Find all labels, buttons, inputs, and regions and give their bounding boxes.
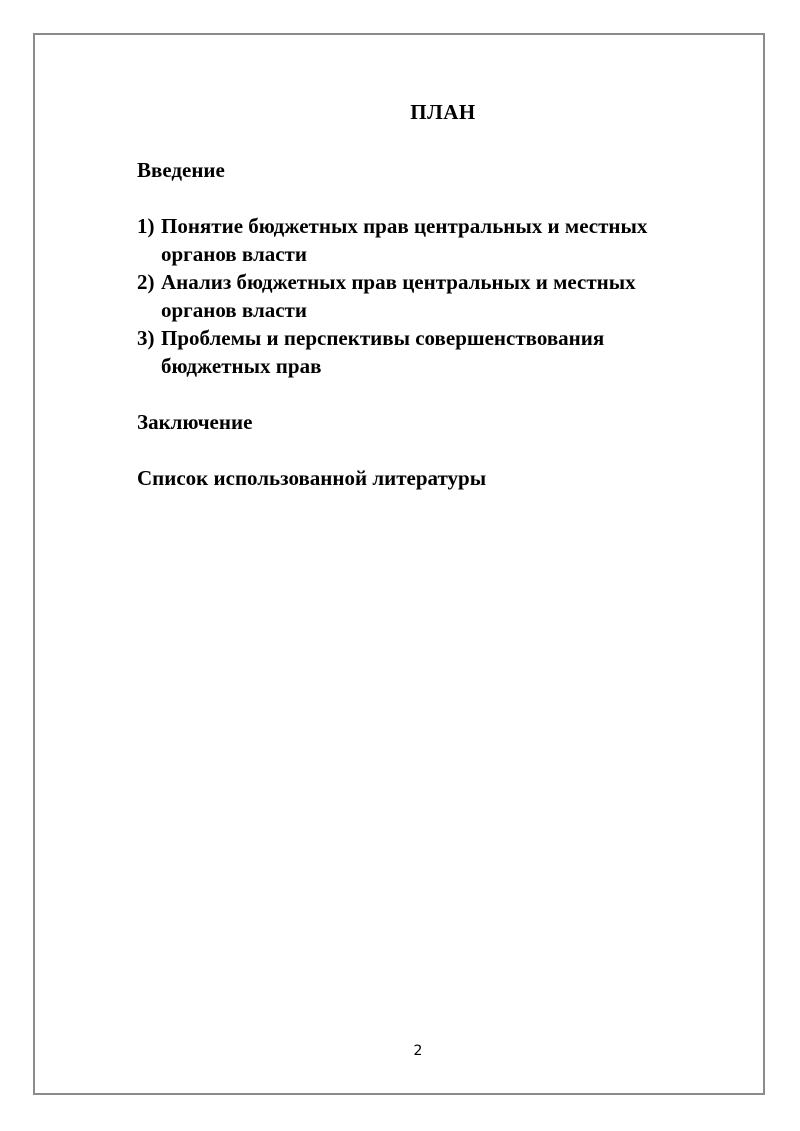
list-item xyxy=(137,324,737,380)
list-item-text: Понятие бюджетных прав центральных и местных органов власти xyxy=(161,214,648,266)
plan-list xyxy=(137,212,737,380)
list-item xyxy=(137,212,737,268)
page-number: 2 xyxy=(413,1043,423,1059)
page-border xyxy=(33,33,765,1095)
list-item-number: 1) xyxy=(137,214,155,238)
section-references: Список использованной литературы xyxy=(137,466,487,490)
page-title: ПЛАН xyxy=(410,100,476,124)
list-item xyxy=(137,268,737,324)
section-introduction: Введение xyxy=(137,158,225,182)
list-item-number: 3) xyxy=(137,326,155,350)
list-item-text: Проблемы и перспективы совершенствования бюджетных прав xyxy=(161,326,605,378)
section-conclusion: Заключение xyxy=(137,410,253,434)
list-item-number: 2) xyxy=(137,270,155,294)
list-item-text: Анализ бюджетных прав центральных и местных органов власти xyxy=(161,270,636,322)
